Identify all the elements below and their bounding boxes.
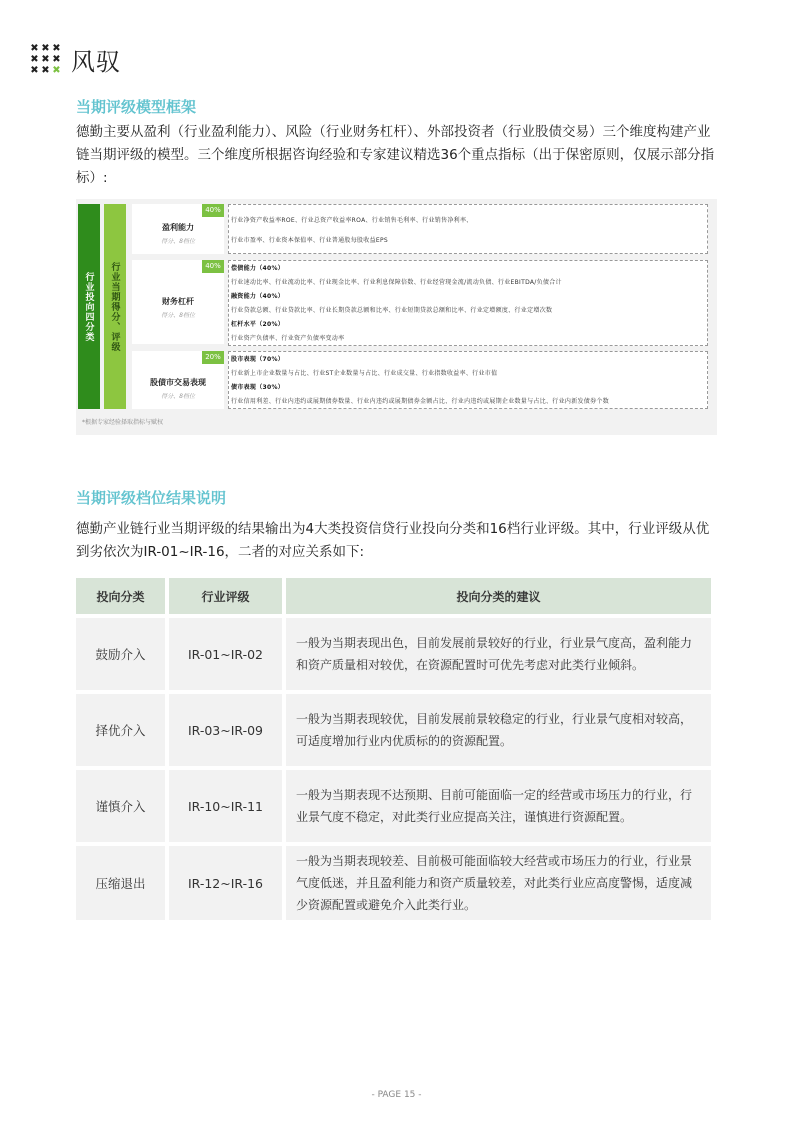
dimension-name: 财务杠杆 <box>162 297 194 306</box>
table-row <box>76 618 715 694</box>
table-header <box>76 578 715 618</box>
indicator-box-market <box>228 351 708 409</box>
indicator-group: 杠杆水平（20%） <box>231 321 285 328</box>
page-number: - PAGE 15 - <box>371 1090 422 1100</box>
row-advice: 一般为当期表现较优，目前发展前景较稳定的行业，行业景气度相对较高，可适度增加行业内优质标的的资源配置。 <box>286 694 711 766</box>
section-title-results: 当期评级档位结果说明 <box>76 489 227 507</box>
framework-category-bar: 行业投向四分类 <box>78 204 100 409</box>
indicator-line: 行业净资产收益率ROE、行业总资产收益率ROA、行业销售毛利率、行业销售净利率、 <box>231 217 473 224</box>
header-category: 投向分类 <box>76 578 165 614</box>
row-category: 择优介入 <box>76 694 165 766</box>
row-advice: 一般为当期表现较差、目前极可能面临较大经营或市场压力的行业，行业景气度低迷，并且盈利能力和资产质量较差，对此类行业应高度警惕，适度减少资源配置或避免介入此类行业。 <box>286 846 711 920</box>
indicator-line: 行业市盈率、行业资本保值率、行业普通股每股收益EPS <box>231 237 389 244</box>
logo-mark-icon: ✖ ✖ ✖ ✖ ✖ ✖ ✖ ✖ ✖ <box>30 43 61 76</box>
table-row <box>76 770 715 846</box>
indicator-group: 债市表现（30%） <box>231 384 285 391</box>
framework-figure <box>76 199 717 435</box>
indicator-line: 行业信用利差、行业内违约或展期债券数量、行业内违约或展期债券金额占比、行业内违约或展期企业数量与占比、行业内新发债券个数 <box>231 398 610 405</box>
dimension-sub: 得分、8档位 <box>161 312 195 319</box>
indicator-line: 行业速动比率、行业流动比率、行业现金比率、行业利息保障倍数、行业经营现金流/流动负债、行业EBITDA/负债合计 <box>231 279 562 286</box>
dimension-leverage <box>132 260 224 344</box>
results-intro: 德勤产业链行业当期评级的结果输出为4大类投资信贷行业投向分类和16档行业评级。其中，行业评级从优到劣依次为IR-01~IR-16，二者的对应关系如下: <box>76 521 710 560</box>
row-category: 谨慎介入 <box>76 770 165 842</box>
dimension-weight: 40% <box>202 260 224 273</box>
row-advice: 一般为当期表现出色，目前发展前景较好的行业，行业景气度高，盈利能力和资产质量相对较优，在资源配置时可优先考虑对此类行业倾斜。 <box>286 618 711 690</box>
header-rating: 行业评级 <box>169 578 282 614</box>
rating-table <box>76 578 715 924</box>
dimension-weight: 20% <box>202 351 224 364</box>
indicator-box-leverage <box>228 260 708 346</box>
row-rating: IR-03~IR-09 <box>169 694 282 766</box>
indicator-line: 行业新上市企业数量与占比、行业ST企业数量与占比、行业成交量、行业指数收益率、行业市值 <box>231 370 498 377</box>
dimension-name: 盈利能力 <box>162 223 194 232</box>
brand-logo <box>30 42 121 77</box>
row-rating: IR-10~IR-11 <box>169 770 282 842</box>
indicator-line: 行业资产负债率、行业资产负债率变动率 <box>231 335 345 342</box>
row-category: 鼓励介入 <box>76 618 165 690</box>
indicator-group: 融资能力（40%） <box>231 293 285 300</box>
dimension-market <box>132 351 224 409</box>
dimension-name: 股债市交易表现 <box>150 378 206 387</box>
table-row <box>76 846 715 924</box>
row-rating: IR-01~IR-02 <box>169 618 282 690</box>
brand-name: 风驭 <box>71 48 121 76</box>
framework-score-bar: 行业当期得分、评级 <box>104 204 126 409</box>
indicator-group: 偿债能力（40%） <box>231 265 285 272</box>
table-row <box>76 694 715 770</box>
dimension-sub: 得分、8档位 <box>161 238 195 245</box>
figure-note: *根据专家经验择取指标与赋权 <box>82 419 164 426</box>
indicator-box-profitability <box>228 204 708 254</box>
row-category: 压缩退出 <box>76 846 165 920</box>
row-rating: IR-12~IR-16 <box>169 846 282 920</box>
dimension-sub: 得分、8档位 <box>161 393 195 400</box>
indicator-line: 行业贷款总额、行业贷款比率、行业长期贷款总额和比率、行业短期贷款总额和比率、行业定增额度、行业定增次数 <box>231 307 553 314</box>
dimension-weight: 40% <box>202 204 224 217</box>
dimension-profitability <box>132 204 224 254</box>
model-intro: 德勤主要从盈利（行业盈利能力）、风险（行业财务杠杆）、外部投资者（行业股债交易）三个维度构建产业链当期评级的模型。三个维度所根据咨询经验和专家建议精选36个重点指标（出于保密原则，仅展示部分指标）: <box>76 124 715 186</box>
row-advice: 一般为当期表现不达预期、目前可能面临一定的经营或市场压力的行业，行业景气度不稳定，对此类行业应提高关注，谨慎进行资源配置。 <box>286 770 711 842</box>
header-advice: 投向分类的建议 <box>286 578 711 614</box>
section-title-model: 当期评级模型框架 <box>76 98 197 116</box>
indicator-group: 股市表现（70%） <box>231 356 285 363</box>
